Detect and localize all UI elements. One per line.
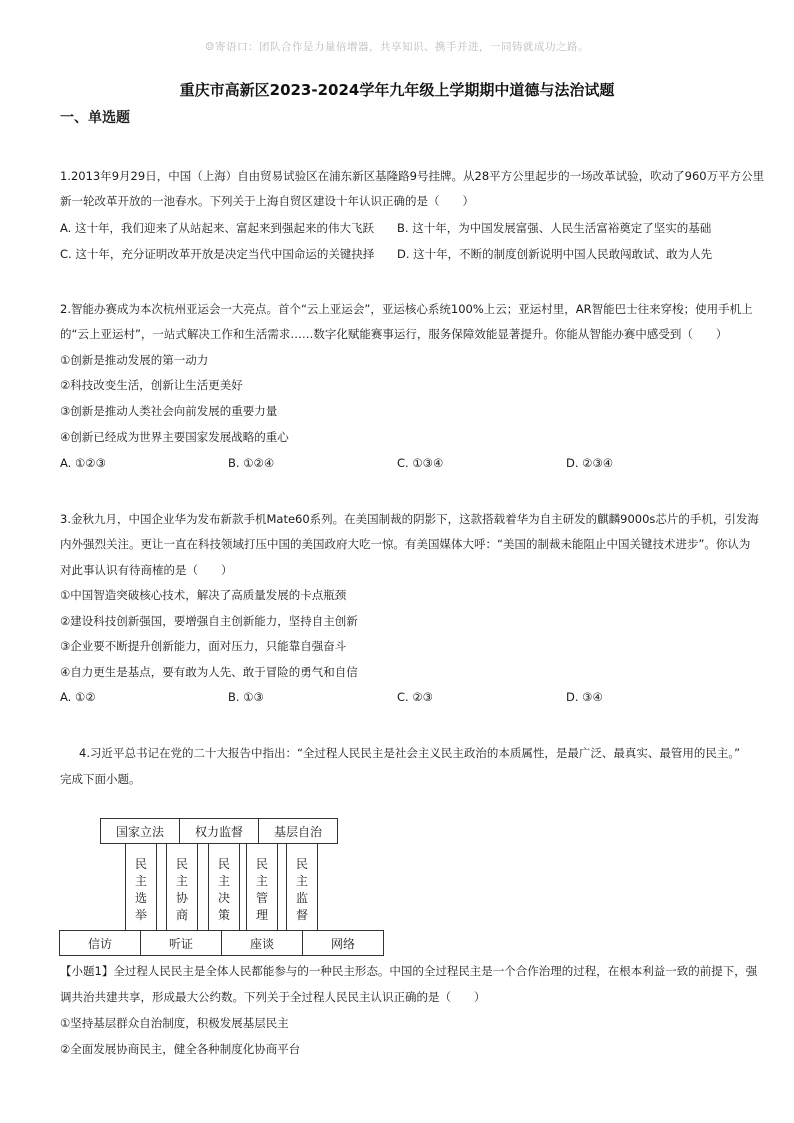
q4-sub1-line1: 【小题1】全过程人民民主是全体人民都能参与的一种民主形态。中国的全过程民主是一个合作治理的过程，在根本利益一致的前提下，强 — [60, 964, 758, 978]
diagram-bottom-cell: 听证 — [140, 930, 222, 956]
q3-option-a[interactable]: A. ①② — [60, 690, 96, 704]
diagram-column-management: 民 主 管 理 — [246, 844, 278, 930]
q2-option-a[interactable]: A. ①②③ — [60, 456, 106, 470]
q2-option-d[interactable]: D. ②③④ — [566, 456, 614, 470]
q3-item-3: ③企业要不断提升创新能力，面对压力，只能靠自强奋斗 — [60, 639, 347, 653]
diagram-bottom-cell: 网络 — [302, 930, 384, 956]
q2-stem-line1: 2.智能办赛成为本次杭州亚运会一大亮点。首个“云上亚运会”，亚运核心系统100%上云；亚运村里，AR智能巴士往来穿梭；使用手机上 — [60, 302, 753, 316]
diagram-column-supervision: 民 主 监 督 — [286, 844, 318, 930]
q4-stem-line1: 4.习近平总书记在党的二十大报告中指出：“全过程人民民主是社会主义民主政治的本质属性，是最广泛、最真实、最管用的民主。” — [79, 746, 741, 760]
q3-stem-line3: 对此事认识有待商榷的是（ ） — [60, 563, 233, 577]
q1-stem-line1: 1.2013年9月29日，中国（上海）自由贸易试验区在浦东新区基隆路9号挂牌。从28平方公里起步的一场改革试验，吹动了960万平方公里 — [60, 169, 765, 183]
q2-item-3: ③创新是推动人类社会向前发展的重要力量 — [60, 404, 278, 418]
democracy-diagram — [59, 818, 385, 958]
section-heading: 一、单选题 — [60, 110, 130, 126]
q3-option-c[interactable]: C. ②③ — [397, 690, 433, 704]
q2-item-2: ②科技改变生活，创新让生活更美好 — [60, 378, 243, 392]
q4-stem-line2: 完成下面小题。 — [60, 772, 141, 786]
q4-item-1: ①坚持基层群众自治制度，积极发展基层民主 — [60, 1016, 289, 1030]
watermark-text: ☺寄语口：团队合作是力量倍增器，共享知识、携手并进，一同铸就成功之路。 — [205, 41, 589, 53]
q3-option-d[interactable]: D. ③④ — [566, 690, 603, 704]
q3-option-b[interactable]: B. ①③ — [228, 690, 264, 704]
q3-stem-line1: 3.金秋九月，中国企业华为发布新款手机Mate60系列。在美国制裁的阴影下，这款搭载着华为自主研发的麒麟9000s芯片的手机，引发海 — [60, 512, 759, 526]
q2-option-b[interactable]: B. ①②④ — [228, 456, 275, 470]
diagram-top-cell: 权力监督 — [179, 818, 259, 844]
diagram-bottom-cell: 座谈 — [221, 930, 303, 956]
q2-option-c[interactable]: C. ①③④ — [397, 456, 444, 470]
q3-item-1: ①中国智造突破核心技术，解决了高质量发展的卡点瓶颈 — [60, 588, 347, 602]
diagram-column-election: 民 主 选 举 — [125, 844, 157, 930]
diagram-top-cell: 国家立法 — [100, 818, 180, 844]
diagram-column-consultation: 民 主 协 商 — [166, 844, 198, 930]
q1-option-b[interactable]: B. 这十年，为中国发展富强、人民生活富裕奠定了坚实的基础 — [397, 221, 712, 235]
q2-item-4: ④创新已经成为世界主要国家发展战略的重心 — [60, 430, 289, 444]
q1-option-c[interactable]: C. 这十年，充分证明改革开放是决定当代中国命运的关键抉择 — [60, 247, 375, 261]
q4-sub1-line2: 调共治共建共享，形成最大公约数。下列关于全过程人民民主认识正确的是（ ） — [60, 990, 486, 1004]
q3-stem-line2: 内外强烈关注。更让一直在科技领域打压中国的美国政府大吃一惊。有美国媒体大呼：“美国的制裁未能阻止中国关键技术进步”。你认为 — [60, 537, 751, 551]
page-title: 重庆市高新区2023-2024学年九年级上学期期中道德与法治试题 — [179, 81, 615, 99]
q1-option-d[interactable]: D. 这十年，不断的制度创新说明中国人民敢闯敢试、敢为人先 — [397, 247, 713, 261]
q2-stem-line2: 的“云上亚运村”，一站式解决工作和生活需求……数字化赋能赛事运行，服务保障效能显著提升。你能从智能办赛中感受到（ ） — [60, 327, 728, 341]
q4-item-2: ②全面发展协商民主，健全各种制度化协商平台 — [60, 1042, 301, 1056]
q3-item-4: ④自力更生是基点，要有敢为人先、敢于冒险的勇气和自信 — [60, 665, 358, 679]
q1-option-a[interactable]: A. 这十年，我们迎来了从站起来、富起来到强起来的伟大飞跃 — [60, 221, 374, 235]
q1-stem-line2: 新一轮改革开放的一池春水。下列关于上海自贸区建设十年认识正确的是（ ） — [60, 194, 474, 208]
q3-item-2: ②建设科技创新强国，要增强自主创新能力，坚持自主创新 — [60, 614, 358, 628]
diagram-column-decision: 民 主 决 策 — [208, 844, 240, 930]
diagram-top-cell: 基层自治 — [258, 818, 338, 844]
diagram-bottom-cell: 信访 — [59, 930, 141, 956]
q2-item-1: ①创新是推动发展的第一动力 — [60, 353, 209, 367]
